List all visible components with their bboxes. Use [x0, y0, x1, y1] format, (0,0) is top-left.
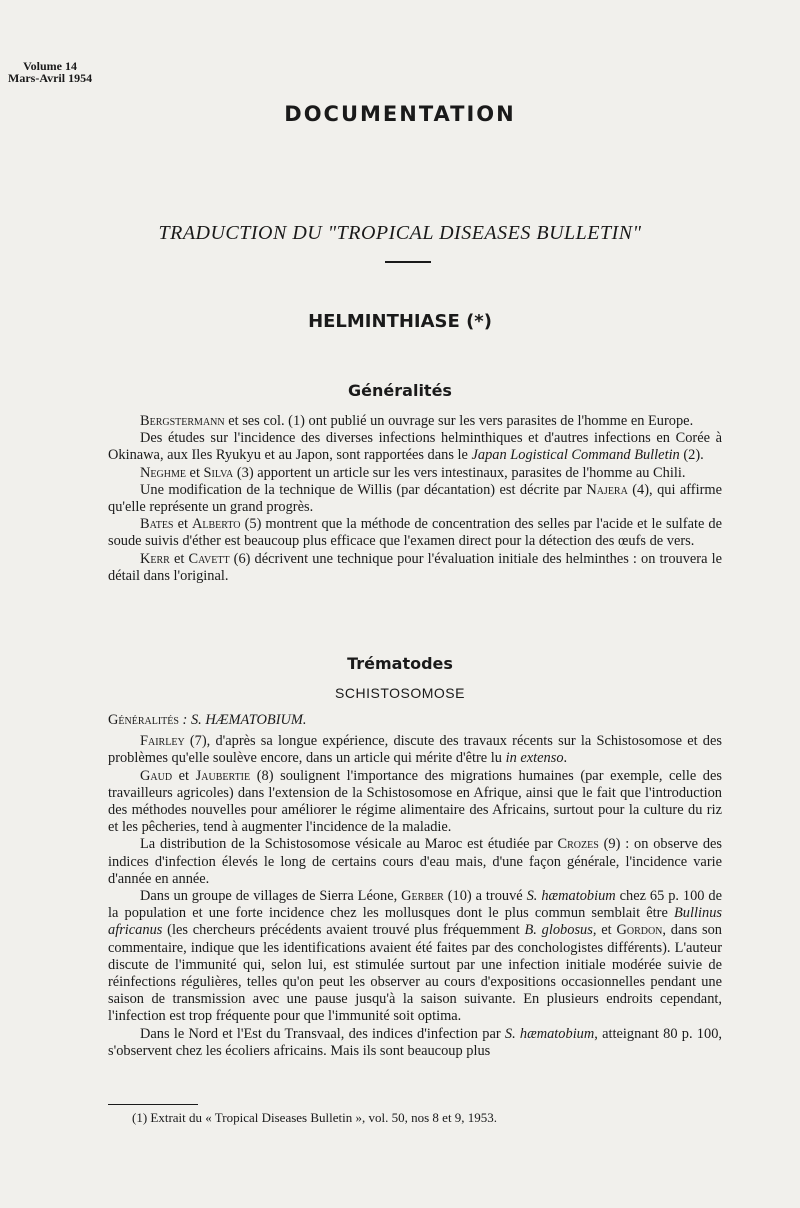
generalites-body	[108, 413, 722, 585]
generalites-heading: Généralités	[348, 381, 452, 400]
translation-title: TRADUCTION DU "TROPICAL DISEASES BULLETIN"	[158, 222, 642, 244]
paragraph: Dans un groupe de villages de Sierra Léone, Gerber (10) a trouvé S. hæmatobium chez 65 p. 100 de la population et une forte incidence chez les mollusques dont le plus commun semblait être Bullinus africanus (les chercheurs précédents avaient trouvé plus fréquemment B. globosus, et Gordon, dans son commentaire, indique que les identifications avaient été faites par des conchologistes différents). L'auteur discute de l'immunité qui, selon lui, est stimulée surtout par une infection initiale modérée suivie de réinfections régulières, telles qu'on peut les observer au cours d'expositions occasionnelles pendant une saison de transmission avec une pause jusqu'à la saison suivante. En plusieurs endroits cependant, l'infection est trop fréquente pour que l'immunité soit optima.	[108, 888, 723, 1025]
trematodes-heading: Trématodes	[347, 654, 453, 673]
paragraph: Kerr et Cavett (6) décrivent une technique pour l'évaluation initiale des helminthes : on trouvera le détail dans l'original.	[108, 550, 722, 584]
schistosomose-heading: SCHISTOSOMOSE	[335, 685, 465, 701]
paragraph: La distribution de la Schistosomose vésicale au Maroc est étudiée par Crozes (9) : on observe des indices d'infection élevés le long de certains cours d'eau mais, d'une façon générale, l'incidence varie d'année en année.	[108, 836, 722, 887]
issue-date: Mars-Avril 1954	[8, 71, 93, 85]
trematodes-body	[108, 712, 722, 1060]
section-heading: DOCUMENTATION	[284, 102, 516, 126]
paragraph: Bates et Alberto (5) montrent que la méthode de concentration des selles par l'acide et le sulfate de soude suivis d'éther est beaucoup plus efficace que l'examen direct pour la détection des œufs de vers.	[108, 516, 722, 550]
paragraph: Bergstermann et ses col. (1) ont publié un ouvrage sur les vers parasites de l'homme en Europe.	[140, 413, 694, 429]
paragraph: Une modification de la technique de Willis (par décantation) est décrite par Najera (4), qui affirme qu'elle représente un grand progrès.	[108, 481, 722, 516]
paragraph: Dans le Nord et l'Est du Transvaal, des indices d'infection par S. hæmatobium, atteignant 80 p. 100, s'observent chez les écoliers africains. Mais ils sont beaucoup plus	[108, 1025, 722, 1059]
volume-number: Volume 14	[23, 59, 77, 73]
subsection-label: Généralités : S. HÆMATOBIUM.	[108, 712, 307, 728]
footnote: (1) Extrait du « Tropical Diseases Bulletin », vol. 50, nos 8 et 9, 1953.	[132, 1110, 498, 1125]
volume-header	[8, 60, 92, 84]
article-title: HELMINTHIASE (*)	[308, 311, 492, 332]
footnote-divider	[108, 1104, 198, 1105]
paragraph: Gaud et Jaubertie (8) soulignent l'importance des migrations humaines (par exemple, celle des travailleurs agricoles) dans l'extension de la Schistosomose en Afrique, ainsi que le fait que l'introduction des méthodes nouvelles pour améliorer le régime alimentaire des Africains, surtout pour la culture du riz et les pêcheries, tend à augmenter l'incidence de la maladie.	[108, 767, 722, 836]
paragraph: Fairley (7), d'après sa longue expérience, discute des travaux récents sur la Schistosomose et des problèmes qu'elle soulève encore, dans un article qui mérite d'être lu in extenso.	[108, 733, 722, 767]
title-divider	[385, 261, 431, 263]
paragraph: Des études sur l'incidence des diverses infections helminthiques et d'autres infections en Corée à Okinawa, aux Iles Ryukyu et au Japon, sont rapportées dans le Japan Logistical Command Bulletin (2).	[108, 430, 722, 464]
paragraph: Neghme et Silva (3) apportent un article sur les vers intestinaux, parasites de l'homme au Chili.	[140, 464, 686, 481]
